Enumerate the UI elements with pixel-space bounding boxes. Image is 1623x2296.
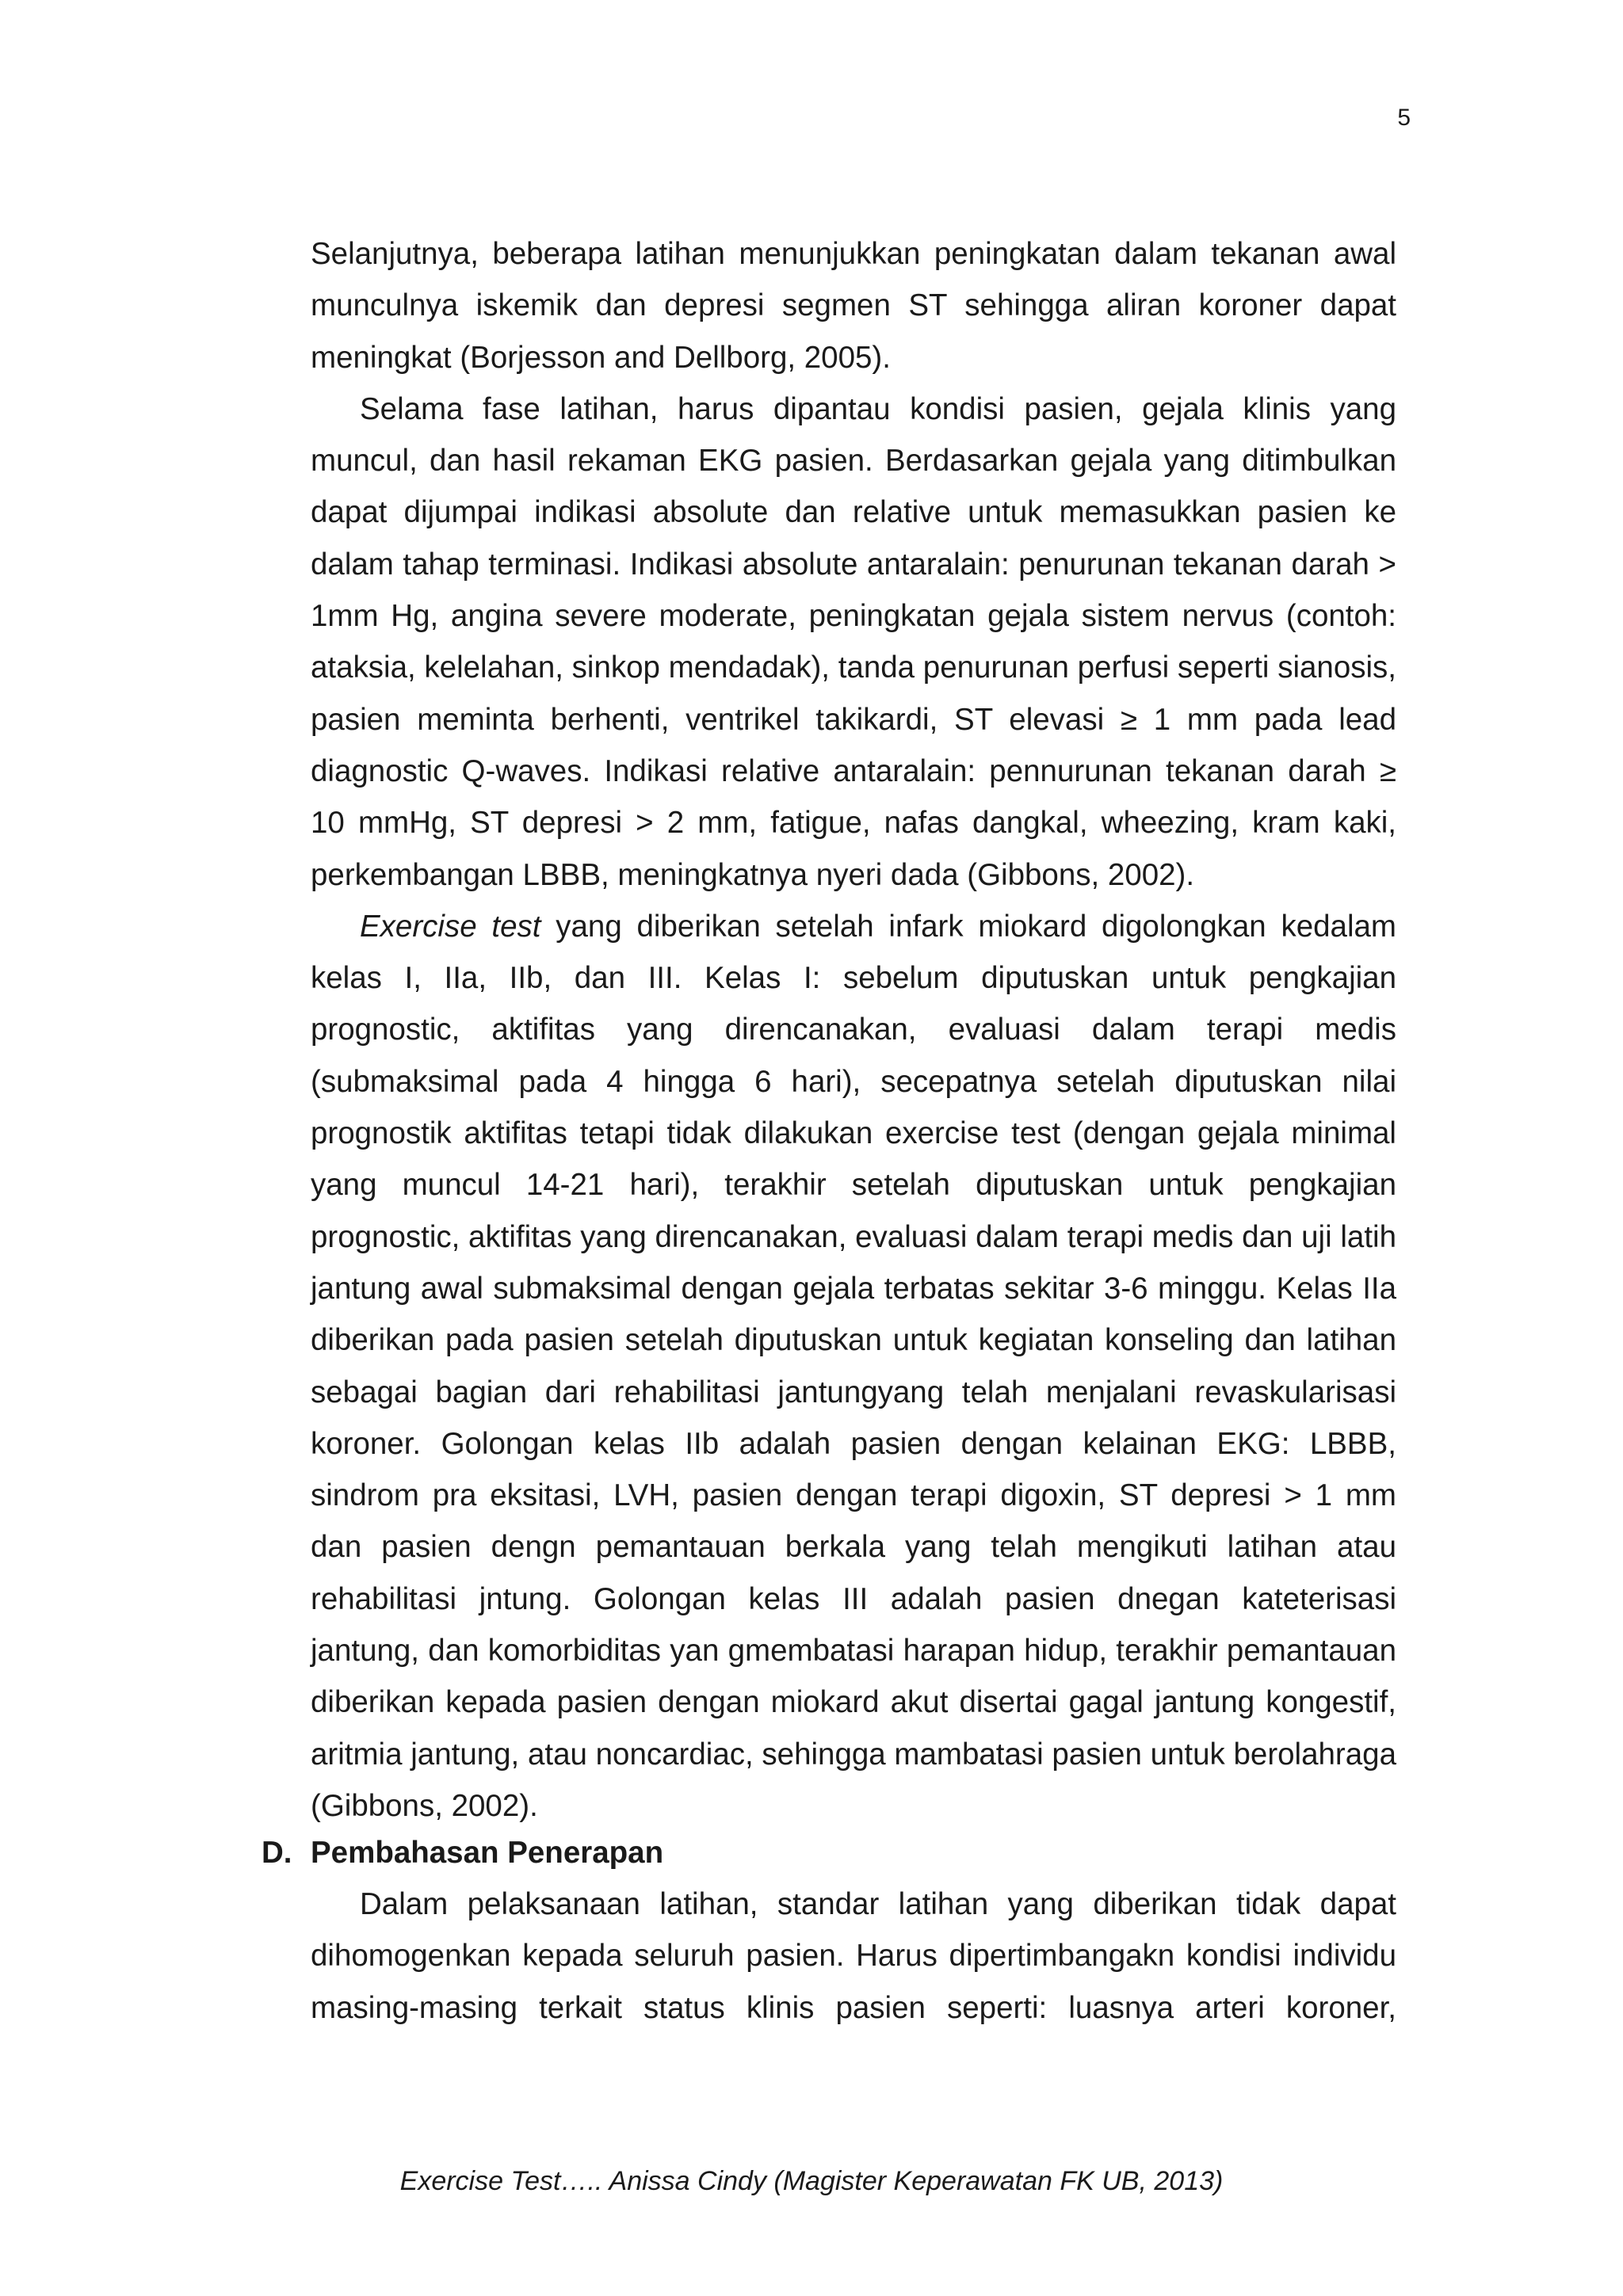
section-paragraph: Dalam pelaksanaan latihan, standar latihan yang diberikan tidak dapat dihomogenkan kepada seluruh pasien. Harus dipertimbangakn kondisi individu masing-masing terkait status klinis pasien seperti: luasnya arteri koroner, [311,1887,1396,2025]
section-heading [262,1827,663,1878]
paragraph-1: Selanjutnya, beberapa latihan menunjukkan peningkatan dalam tekanan awal munculnya iskemik dan depresi segmen ST sehingga aliran koroner dapat meningkat (Borjesson and Dellborg, 2005). [311,237,1396,375]
paragraph-3-text: yang diberikan setelah infark miokard digolongkan kedalam kelas I, IIa, IIb, dan III. Kelas I: sebelum diputuskan untuk pengkajian prognostic, aktifitas yang direncanakan, evaluasi dalam terapi medis (submaksimal pada 4 hingga 6 hari), secepatnya setelah diputuskan nilai prognostik aktifitas tetapi tidak dilakukan exercise test (dengan gejala minimal yang muncul 14-21 hari), terakhir setelah diputuskan untuk pengkajian prognostic, aktifitas yang direncanakan, evaluasi dalam terapi medis dan uji latih jantung awal submaksimal dengan gejala terbatas sekitar 3-6 minggu. Kelas IIa diberikan pada pasien setelah diputuskan untuk kegiatan konseling dan latihan sebagai bagian dari rehabilitasi jantungyang telah menjalani revaskularisasi koroner. Golongan kelas IIb adalah pasien dengan kelainan EKG: LBBB, sindrom pra eksitasi, LVH, pasien dengan terapi digoxin, ST depresi > 1 mm dan pasien dengn pemantauan berkala yang telah mengikuti latihan atau rehabilitasi jntung. Golongan kelas III adalah pasien dnegan kateterisasi jantung, dan komorbiditas yan gmembatasi harapan hidup, terakhir pemantauan diberikan kepada pasien dengan miokard akut disertai gagal jantung kongestif, aritmia jantung, atau noncardiac, sehingga mambatasi pasien untuk berolahraga (Gibbons, 2002). [311,909,1396,1823]
paragraph-3-italic-lead: Exercise test [360,909,541,944]
section-body [311,1878,1396,2034]
body-text [311,228,1396,1832]
section-letter: D. [262,1836,292,1870]
page-footer: Exercise Test….. Anissa Cindy (Magister Keperawatan FK UB, 2013) [399,2166,1224,2196]
paragraph-2: Selama fase latihan, harus dipantau kondisi pasien, gejala klinis yang muncul, dan hasil rekaman EKG pasien. Berdasarkan gejala yang ditimbulkan dapat dijumpai indikasi absolute dan relative untuk memasukkan pasien ke dalam tahap terminasi. Indikasi absolute antaralain: penurunan tekanan darah > 1mm Hg, angina severe moderate, peningkatan gejala sistem nervus (contoh: ataksia, kelelahan, sinkop mendadak), tanda penurunan perfusi seperti sianosis, pasien meminta berhenti, ventrikel takikardi, ST elevasi ≥ 1 mm pada lead diagnostic Q-waves. Indikasi relative antaralain: pennurunan tekanan darah ≥ 10 mmHg, ST depresi > 2 mm, fatigue, nafas dangkal, wheezing, kram kaki, perkembangan LBBB, meningkatnya nyeri dada (Gibbons, 2002). [311,391,1396,892]
paragraph-3 [311,901,1396,1832]
section-title: Pembahasan Penerapan [311,1836,664,1870]
page-number: 5 [1397,105,1411,131]
